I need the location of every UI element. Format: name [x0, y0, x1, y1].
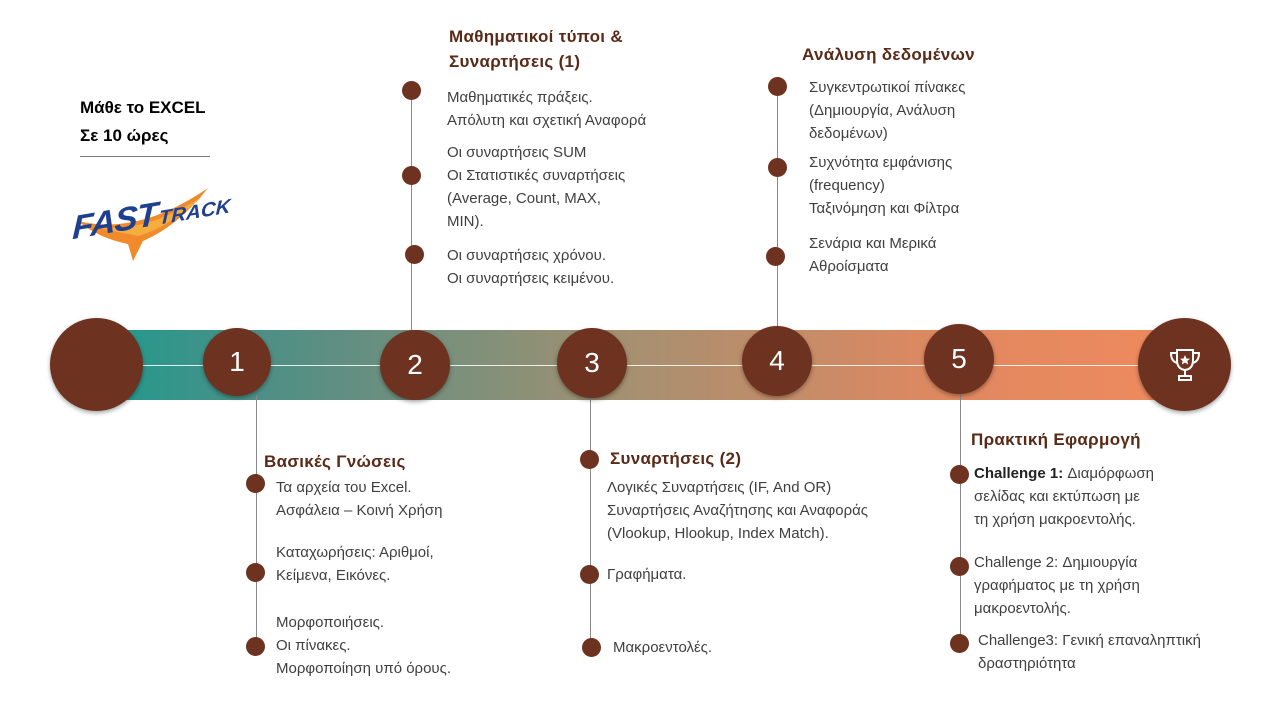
section4-item-3-line1: Σενάρια και Μερικά [809, 235, 937, 252]
section1-item-2 [276, 541, 434, 587]
section2-heading [449, 24, 623, 74]
section4-item-2 [809, 151, 959, 220]
section2-item-3 [447, 244, 614, 290]
section4-item-2-line2: (frequency) [809, 177, 885, 194]
logo-text-fast: FAST [71, 195, 158, 248]
section5-item-1-line1 [974, 462, 1154, 485]
section2-item-2-line2: Οι Στατιστικές συναρτήσεις [447, 167, 626, 184]
section1-item-3-line1: Μορφοποιήσεις. [276, 614, 385, 631]
section2-heading-line1: Μαθηματικοί τύποι & [449, 27, 623, 46]
timeline-goal-node [1138, 318, 1231, 411]
section1-item-1-line2: Ασφάλεια – Κοινή Χρήση [276, 502, 443, 519]
section5-bullet-3 [950, 634, 969, 653]
section3-item-1 [607, 476, 868, 545]
timeline-node-5: 5 [924, 324, 994, 394]
section5-item-2 [974, 551, 1140, 620]
section2-bullet-3 [405, 245, 424, 264]
section2-item-1-line1: Μαθηματικές πράξεις. [447, 89, 593, 106]
section4-bullet-3 [766, 247, 785, 266]
section5-item-3-line2: δραστηριότητα [978, 655, 1076, 672]
timeline-node-2: 2 [380, 330, 450, 400]
section3-item-1-line3: (Vlookup, Hlookup, Index Match). [607, 525, 829, 542]
course-title [80, 94, 206, 150]
timeline-start-node [50, 318, 143, 411]
section1-item-3-line3: Μορφοποίηση υπό όρους. [276, 660, 452, 677]
section2-item-1-line2: Απόλυτη και σχετική Αναφορά [447, 112, 647, 129]
section4-heading: Ανάλυση δεδομένων [802, 45, 975, 64]
section5-bullet-1 [950, 465, 969, 484]
connector-2 [411, 90, 412, 340]
section2-item-2-line3: (Average, Count, MAX, [447, 190, 601, 207]
section5-item-1-line2: σελίδας και εκτύπωση με [974, 488, 1140, 505]
section5-item-2-line1: Challenge 2: Δημιουργία [974, 554, 1138, 571]
section4-item-1 [809, 76, 965, 145]
section4-item-2-line3: Ταξινόμηση και Φίλτρα [809, 200, 960, 217]
section4-item-1-line1: Συγκεντρωτικοί πίνακες [809, 79, 966, 96]
section5-item-1 [974, 462, 1154, 531]
section2-bullet-2 [402, 166, 421, 185]
timeline-node-3: 3 [557, 328, 627, 398]
section3-item-3: Μακροεντολές. [613, 639, 713, 656]
title-divider [80, 156, 210, 157]
section1-item-2-line1: Καταχωρήσεις: Αριθμοί, [276, 544, 434, 561]
section5-item-1-line3: τη χρήση μακροεντολής. [974, 511, 1136, 528]
section3-item-1-line2: Συναρτήσεις Αναζήτησης και Αναφοράς [607, 502, 869, 519]
timeline-node-4: 4 [742, 326, 812, 396]
section3-bullet-2 [580, 565, 599, 584]
section1-bullet-3 [246, 637, 265, 656]
section1-item-2-line2: Κείμενα, Εικόνες. [276, 567, 391, 584]
section1-heading: Βασικές Γνώσεις [264, 452, 406, 471]
logo-text-track: TRACK [158, 195, 231, 230]
section5-item-2-line2: γραφήματος με τη χρήση [974, 577, 1140, 594]
section2-bullet-1 [402, 81, 421, 100]
connector-4 [777, 85, 778, 335]
section2-item-2-line4: MIN). [447, 213, 484, 230]
course-title-line1: Μάθε το EXCEL [80, 98, 206, 117]
section4-item-3-line2: Αθροίσματα [809, 258, 889, 275]
section5-item-2-line3: μακροεντολής. [974, 600, 1071, 617]
fasttrack-logo [68, 166, 231, 266]
section1-item-1-line1: Τα αρχεία του Excel. [276, 479, 412, 496]
section1-item-1 [276, 476, 443, 522]
section5-bullet-2 [950, 557, 969, 576]
section2-item-2 [447, 141, 625, 233]
section5-item-1-text: Διαμόρφωση [1063, 465, 1154, 482]
section5-item-3 [978, 629, 1201, 675]
section1-item-3-line2: Οι πίνακες. [276, 637, 351, 654]
section3-heading-bullet [580, 450, 599, 469]
section3-bullet-3 [582, 638, 601, 657]
section5-heading: Πρακτική Εφαρμογή [971, 430, 1141, 449]
section4-item-3 [809, 232, 936, 278]
section5-item-1-label: Challenge 1: [974, 465, 1064, 482]
section3-item-1-line1: Λογικές Συναρτήσεις (IF, And OR) [607, 479, 832, 496]
section2-item-3-line1: Οι συναρτήσεις χρόνου. [447, 247, 607, 264]
timeline-node-1: 1 [203, 328, 271, 396]
section2-item-1 [447, 86, 646, 132]
section4-bullet-1 [768, 77, 787, 96]
course-title-line2: Σε 10 ώρες [80, 126, 169, 145]
section4-item-2-line1: Συχνότητα εμφάνισης [809, 154, 953, 171]
connector-1 [256, 395, 257, 650]
section2-item-2-line1: Οι συναρτήσεις SUM [447, 144, 587, 161]
section5-item-3-line1: Challenge3: Γενική επαναληπτική [978, 632, 1201, 649]
section4-bullet-2 [768, 158, 787, 177]
trophy-icon [1168, 347, 1202, 383]
section3-item-2: Γραφήματα. [607, 566, 687, 583]
section1-bullet-1 [246, 474, 265, 493]
section4-item-1-line2: (Δημιουργία, Ανάλυση [809, 102, 956, 119]
section2-heading-line2: Συναρτήσεις (1) [449, 52, 581, 71]
section1-bullet-2 [246, 563, 265, 582]
section2-item-3-line2: Οι συναρτήσεις κειμένου. [447, 270, 615, 287]
connector-3 [590, 395, 591, 650]
section1-item-3 [276, 611, 451, 680]
section4-item-1-line3: δεδομένων) [809, 125, 888, 142]
section3-heading: Συναρτήσεις (2) [610, 449, 742, 468]
connector-5 [960, 392, 961, 644]
